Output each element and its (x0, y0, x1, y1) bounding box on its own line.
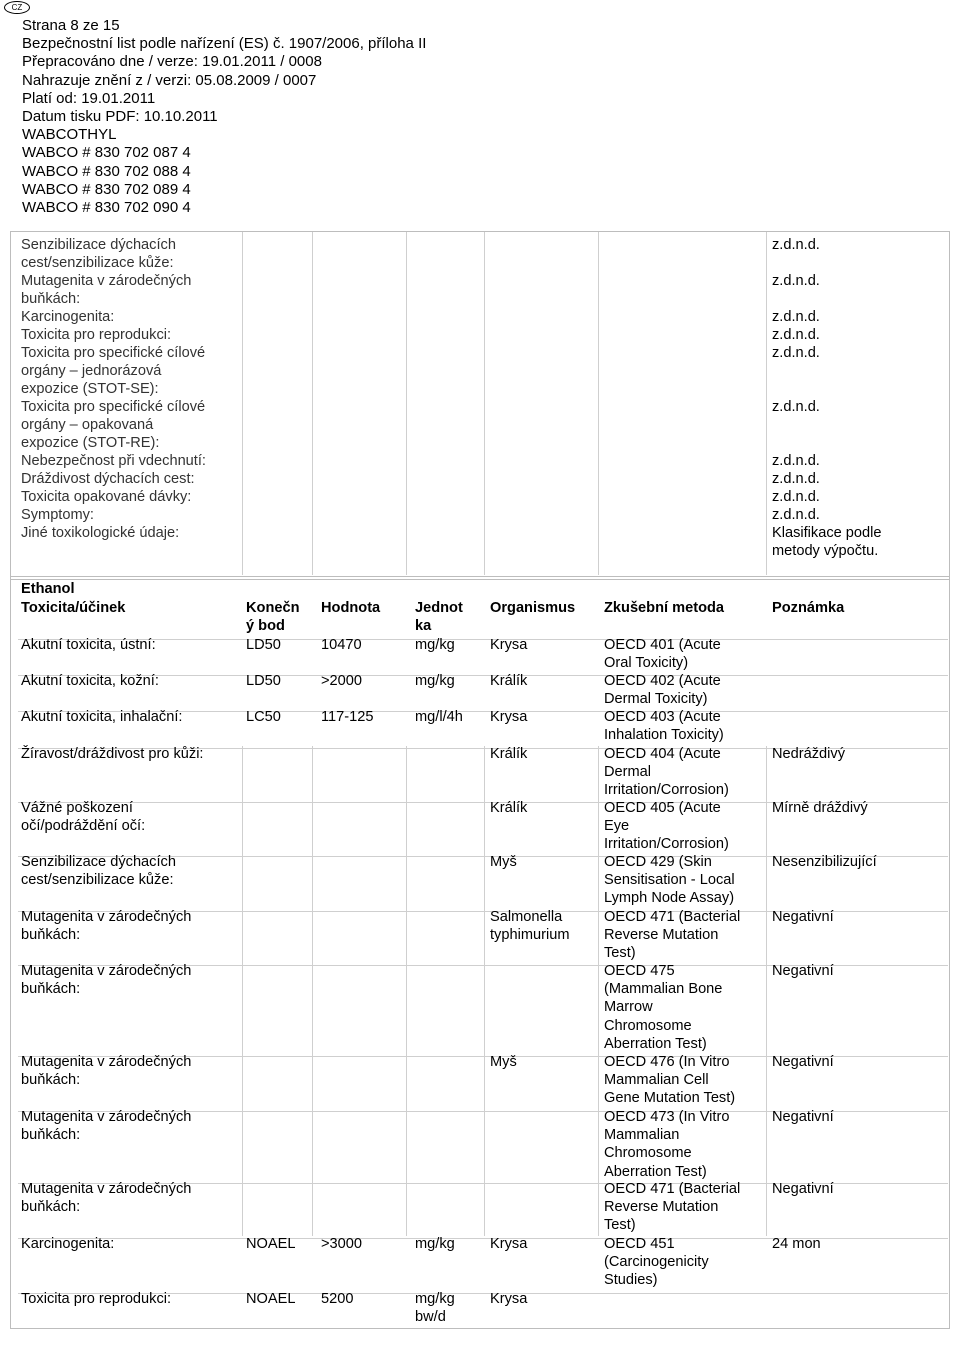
grid-line (242, 746, 243, 1236)
summary-label: Jiné toxikologické údaje: (21, 525, 180, 541)
header-line: Bezpečnostní list podle nařízení (ES) č. 1907/2006, příloha II (22, 35, 427, 53)
table-cell: Negativní (772, 1181, 834, 1197)
header-line: Platí od: 19.01.2011 (22, 89, 156, 107)
table-cell: Negativní (772, 1109, 834, 1125)
header-line: WABCO # 830 702 087 4 (22, 144, 191, 162)
summary-value: z.d.n.d. (772, 345, 820, 361)
header-line: WABCO # 830 702 088 4 (22, 162, 191, 180)
header-line: WABCO # 830 702 090 4 (22, 199, 191, 217)
summary-label: Senzibilizace dýchacích cest/senzibilizace kůže: (21, 237, 176, 271)
table-cell: mg/kg bw/d (415, 1291, 455, 1326)
grid-line (598, 746, 599, 1236)
summary-value: z.d.n.d. (772, 507, 820, 523)
table-cell: Vážné poškození očí/podráždění očí: (21, 800, 146, 835)
table-cell: LD50 (246, 673, 281, 689)
summary-label: Karcinogenita: (21, 309, 115, 325)
summary-value: z.d.n.d. (772, 471, 820, 487)
table-cell: Senzibilizace dýchacích cest/senzibilizace kůže: (21, 854, 176, 889)
column-header: Jednot ka (415, 600, 463, 634)
header-line: Datum tisku PDF: 10.10.2011 (22, 108, 218, 126)
table-cell: Akutní toxicita, inhalační: (21, 709, 183, 725)
grid-line (312, 746, 313, 1236)
table-cell: LC50 (246, 709, 281, 725)
table-cell: OECD 475 (Mammalian Bone Marrow Chromosome Aberration Test) (604, 963, 723, 1052)
table-cell: NOAEL (246, 1236, 296, 1252)
table-cell: OECD 471 (Bacterial Reverse Mutation Test) (604, 909, 741, 962)
table-cell: 5200 (321, 1291, 354, 1307)
header-line: WABCO # 830 702 089 4 (22, 180, 191, 198)
table-cell: OECD 404 (Acute Dermal Irritation/Corrosion) (604, 746, 729, 799)
table-cell: OECD 402 (Acute Dermal Toxicity) (604, 673, 721, 708)
table-cell: mg/kg (415, 637, 455, 653)
table-cell: mg/l/4h (415, 709, 463, 725)
summary-label: Toxicita opakované dávky: (21, 489, 192, 505)
table-cell: 10470 (321, 637, 362, 653)
summary-label: Symptomy: (21, 507, 94, 523)
header-line: Strana 8 ze 15 (22, 17, 120, 34)
table-cell: Mutagenita v zárodečných buňkách: (21, 1181, 192, 1216)
table-cell: Negativní (772, 963, 834, 979)
summary-label: Toxicita pro specifické cílové orgány – opakovaná expozice (STOT-RE): (21, 399, 206, 451)
table-cell: NOAEL (246, 1291, 296, 1307)
table-cell: Krysa (490, 637, 528, 653)
summary-label: Nebezpečnost při vdechnutí: (21, 453, 206, 469)
table-cell: >2000 (321, 673, 362, 689)
table-cell: Karcinogenita: (21, 1236, 115, 1252)
table-cell: Mutagenita v zárodečných buňkách: (21, 909, 192, 944)
summary-label: Toxicita pro specifické cílové orgány – jednorázová expozice (STOT-SE): (21, 345, 206, 397)
column-header: Hodnota (321, 600, 381, 616)
table-cell: Akutní toxicita, kožní: (21, 673, 159, 689)
table-cell: Krysa (490, 1236, 528, 1252)
column-header: Organismus (490, 600, 576, 616)
grid-line (766, 232, 767, 575)
table-cell: Myš (490, 854, 517, 870)
header-line: Nahrazuje znění z / verzi: 05.08.2009 / 0007 (22, 71, 317, 89)
header-line: Přepracováno dne / verze: 19.01.2011 / 0008 (22, 53, 322, 71)
summary-value: z.d.n.d. (772, 273, 820, 289)
table-cell: Mutagenita v zárodečných buňkách: (21, 1109, 192, 1144)
table-cell: 117-125 (321, 709, 374, 725)
document-header (22, 17, 426, 217)
summary-value: z.d.n.d. (772, 453, 820, 469)
table-cell: Negativní (772, 1054, 834, 1070)
table-cell: mg/kg (415, 673, 455, 689)
table-cell: Toxicita pro reprodukci: (21, 1291, 172, 1307)
column-header: Toxicita/účinek (21, 600, 126, 616)
table-cell: OECD 473 (In Vitro Mammalian Chromosome Aberration Test) (604, 1109, 730, 1180)
grid-line (406, 746, 407, 1236)
table-cell: LD50 (246, 637, 281, 653)
table-cell: OECD 471 (Bacterial Reverse Mutation Test) (604, 1181, 741, 1234)
table-cell: Králík (490, 800, 528, 816)
table-cell: Králík (490, 673, 528, 689)
table-cell: Akutní toxicita, ústní: (21, 637, 156, 653)
column-header: Poznámka (772, 600, 845, 616)
summary-value: z.d.n.d. (772, 399, 820, 415)
table-cell: OECD 403 (Acute Inhalation Toxicity) (604, 709, 724, 744)
table-cell: Krysa (490, 709, 528, 725)
table-cell: >3000 (321, 1236, 362, 1252)
grid-line (406, 232, 407, 575)
column-header: Konečn ý bod (246, 600, 300, 634)
summary-value: Klasifikace podle metody výpočtu. (772, 525, 882, 559)
table-cell: OECD 451 (Carcinogenicity Studies) (604, 1236, 709, 1289)
logo-cz: CZ (4, 1, 30, 14)
table-cell: OECD 476 (In Vitro Mammalian Cell Gene Mutation Test) (604, 1054, 736, 1107)
table-cell: OECD 401 (Acute Oral Toxicity) (604, 637, 721, 672)
table-cell: Myš (490, 1054, 517, 1070)
table-cell: mg/kg (415, 1236, 455, 1252)
table-cell: Mutagenita v zárodečných buňkách: (21, 963, 192, 998)
grid-line (598, 232, 599, 575)
summary-label: Dráždivost dýchacích cest: (21, 471, 195, 487)
header-line: WABCOTHYL (22, 126, 117, 144)
table-cell: Žíravost/dráždivost pro kůži: (21, 746, 204, 762)
summary-label: Toxicita pro reprodukci: (21, 327, 172, 343)
summary-value: z.d.n.d. (772, 309, 820, 325)
table-cell: Mutagenita v zárodečných buňkách: (21, 1054, 192, 1089)
grid-line (242, 232, 243, 575)
table-cell: Mírně dráždivý (772, 800, 868, 816)
section-title-ethanol: Ethanol (21, 581, 75, 597)
summary-value: z.d.n.d. (772, 237, 820, 253)
table-cell: Nedráždivý (772, 746, 845, 762)
grid-line (484, 746, 485, 1236)
table-cell: Králík (490, 746, 528, 762)
grid-line (18, 639, 948, 640)
summary-label: Mutagenita v zárodečných buňkách: (21, 273, 192, 307)
column-header: Zkušební metoda (604, 600, 725, 616)
table-cell: OECD 405 (Acute Eye Irritation/Corrosion) (604, 800, 729, 853)
grid-line (484, 232, 485, 575)
table-cell: Salmonella typhimurium (490, 909, 570, 944)
summary-value: z.d.n.d. (772, 327, 820, 343)
grid-line (766, 746, 767, 1236)
table-cell: 24 mon (772, 1236, 821, 1252)
table-cell: Nesenzibilizující (772, 854, 877, 870)
table-cell: Krysa (490, 1291, 528, 1307)
table-cell: Negativní (772, 909, 834, 925)
table-cell: OECD 429 (Skin Sensitisation - Local Lymph Node Assay) (604, 854, 735, 907)
grid-line (312, 232, 313, 575)
summary-value: z.d.n.d. (772, 489, 820, 505)
